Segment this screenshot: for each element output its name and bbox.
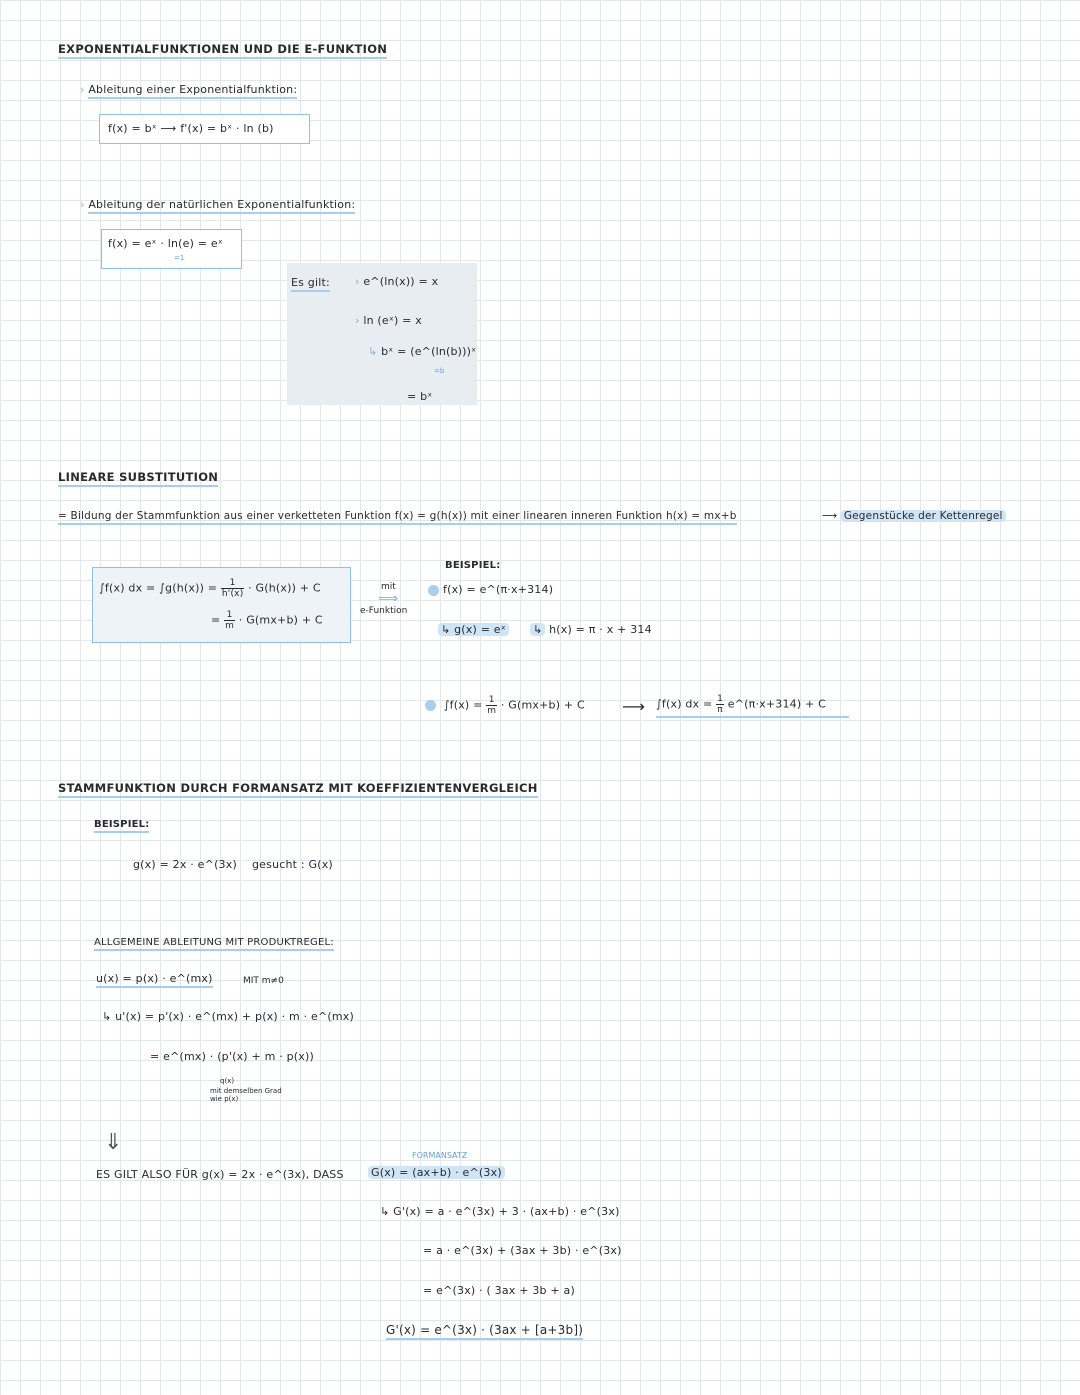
deriv-nat-box [101, 229, 242, 269]
lin-example-h-row [530, 623, 652, 636]
deriv-nat-title-row [80, 198, 355, 211]
stamm-G-prime4: G'(x) = e^(3x) · (3ax + [a+3b]) [386, 1323, 583, 1340]
lin-counterpart-row [822, 510, 1006, 522]
rule-3: ↳ bˣ = (e^(ln(b)))ˣ [368, 345, 477, 358]
efunc-label: e-Funktion [360, 606, 408, 616]
lin-example-f: f(x) = e^(π·x+314) [443, 583, 554, 596]
bullet-dot-icon [428, 585, 439, 596]
lin-counterpart: Gegenstücke der Kettenregel [841, 510, 1006, 522]
arrow-return-icon: ↳ [380, 1205, 390, 1218]
stamm-formansatz: G(x) = (ax+b) · e^(3x) [368, 1166, 505, 1179]
stamm-G-prime1: ↳ G'(x) = a · e^(3x) + 3 · (ax+b) · e^(3x) [380, 1205, 620, 1218]
stamm-allg-heading: ALLGEMEINE ABLEITUNG MIT PRODUKTREGEL: [94, 937, 334, 951]
arrow-right-icon: ⟶ [822, 510, 838, 522]
mit-label: mit [381, 582, 396, 592]
stamm-u-def: u(x) = p(x) · e^(mx) [96, 972, 213, 988]
double-arrow-icon: ⟹ [378, 591, 399, 607]
deriv-exp-title-row [80, 83, 297, 96]
rule-4: = bˣ [407, 390, 433, 403]
deriv-exp-box [99, 114, 310, 144]
stamm-u-prime2: = e^(mx) · (p'(x) + m · p(x)) [150, 1050, 314, 1063]
stamm-heading: STAMMFUNKTION DURCH FORMANSATZ MIT KOEFFIZIENTENVERGLEICH [58, 781, 538, 798]
stamm-mit-m: MIT m≠0 [243, 976, 284, 986]
lin-example-label: BEISPIEL: [445, 560, 501, 571]
rule-1: › e^(ln(x)) = x [355, 275, 439, 288]
es-gilt-label: Es gilt: [291, 276, 330, 292]
bullet-arrow-icon: › [80, 198, 85, 211]
arrow-return-icon: ↳ [533, 623, 543, 636]
deriv-exp-formula: f(x) = bˣ ⟶ f'(x) = bˣ · ln (b) [108, 122, 274, 135]
arrow-return-icon: ↳ [441, 623, 451, 636]
stamm-es-gilt: ES GILT ALSO FÜR g(x) = 2x · e^(3x), DASS [96, 1168, 344, 1181]
rule-2: › ln (eˣ) = x [355, 314, 422, 327]
arrow-return-icon: ↳ [102, 1010, 112, 1023]
lin-formula-line1: ∫f(x) dx = ∫g(h(x)) = $\frac{1}{h'(x)}$ · G(h(x)) + C [99, 578, 321, 599]
deriv-nat-note: =1 [174, 254, 185, 262]
stamm-implies-icon: ⇓ [104, 1130, 123, 1155]
lin-result-row: ∫f(x) = $\frac{1}{m}$ · G(mx+b) + C [425, 695, 585, 716]
lin-heading: LINEARE SUBSTITUTION [58, 470, 218, 487]
lin-example-h: h(x) = π · x + 314 [549, 623, 652, 636]
lin-example-f-row [428, 583, 553, 596]
arrow-right-icon: ⟶ [622, 697, 645, 716]
deriv-nat-title: Ableitung der natürlichen Exponentialfunktion: [88, 198, 355, 214]
stamm-G-prime3: = e^(3x) · ( 3ax + 3b + a) [423, 1284, 575, 1297]
stamm-formansatz-row [368, 1166, 505, 1179]
exp-heading: EXPONENTIALFUNKTIONEN UND DIE E-FUNKTION [58, 42, 387, 59]
rule-3-note: =b [434, 367, 445, 375]
lin-formula-line2: = $\frac{1}{m}$ · G(mx+b) + C [211, 610, 323, 631]
lin-definition-row [58, 510, 737, 522]
stamm-formansatz-label: FORMANSATZ [412, 1151, 468, 1160]
lin-formula-box [92, 567, 351, 643]
stamm-example-label: BEISPIEL: [94, 819, 149, 833]
bullet-dot-icon [425, 700, 436, 711]
stamm-q-note: mit demselben Grad wie p(x) [210, 1087, 282, 1103]
bullet-arrow-icon: › [80, 83, 85, 96]
lin-example-g: g(x) = eˣ [454, 623, 506, 636]
stamm-G-prime2: = a · e^(3x) + (3ax + 3b) · e^(3x) [423, 1244, 622, 1257]
stamm-g-def: g(x) = 2x · e^(3x) [133, 858, 237, 871]
lin-result-final: ∫f(x) dx = $\frac{1}{\pi}$ e^(π·x+314) + C [656, 694, 849, 718]
stamm-u-prime1: ↳ u'(x) = p'(x) · e^(mx) + p(x) · m · e^(mx) [102, 1010, 354, 1023]
stamm-gesucht: gesucht : G(x) [252, 858, 333, 871]
deriv-exp-title: Ableitung einer Exponentialfunktion: [88, 83, 297, 99]
lin-example-g-row [438, 623, 509, 636]
deriv-nat-formula: f(x) = eˣ · ln(e) = eˣ [108, 237, 223, 250]
lin-definition: = Bildung der Stammfunktion aus einer verketteten Funktion f(x) = g(h(x)) mit einer linearen inneren Funktion h(x) = mx+b [58, 510, 737, 525]
stamm-q-label: q(x) [220, 1077, 235, 1085]
